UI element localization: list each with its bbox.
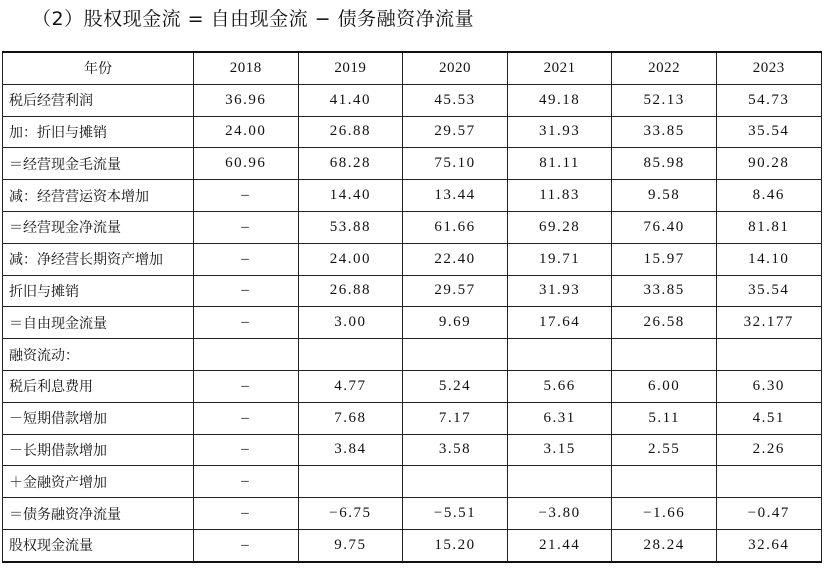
- table-cell: –: [194, 243, 299, 275]
- table-cell: 28.24: [612, 529, 717, 561]
- table-cell: 17.64: [507, 307, 612, 339]
- table-cell: [612, 339, 717, 371]
- table-cell: 26.88: [298, 275, 403, 307]
- header-row: [3, 52, 822, 84]
- table-cell: −5.51: [403, 498, 508, 530]
- table-cell: –: [194, 180, 299, 212]
- row-label: 融资流动：: [3, 339, 194, 371]
- table-cell: 35.54: [716, 275, 821, 307]
- table-cell: 26.58: [612, 307, 717, 339]
- table-cell: 76.40: [612, 211, 717, 243]
- table-cell: –: [194, 466, 299, 498]
- table-cell: −0.47: [716, 498, 821, 530]
- table-cell: 3.84: [298, 434, 403, 466]
- table-cell: [716, 339, 821, 371]
- table-row: [3, 211, 822, 243]
- table-cell: 15.20: [403, 529, 508, 561]
- table-row: [3, 370, 822, 402]
- table-row: [3, 275, 822, 307]
- table-cell: 3.00: [298, 307, 403, 339]
- header-cell-2022: 2022: [612, 52, 717, 84]
- table-cell: [507, 339, 612, 371]
- table-cell: 29.57: [403, 116, 508, 148]
- table-cell: 19.71: [507, 243, 612, 275]
- row-label: ＝自由现金流量: [3, 307, 194, 339]
- table-cell: 15.97: [612, 243, 717, 275]
- header-cell-2018: 2018: [194, 52, 299, 84]
- row-label: 股权现金流量: [3, 529, 194, 561]
- table-row: [3, 434, 822, 466]
- table-cell: 32.64: [716, 529, 821, 561]
- table-cell: [612, 466, 717, 498]
- row-label: ＋金融资产增加: [3, 466, 194, 498]
- table-cell: [507, 466, 612, 498]
- table-cell: 5.66: [507, 370, 612, 402]
- header-cell-2023: 2023: [716, 52, 821, 84]
- table-row: [3, 466, 822, 498]
- table-cell: [298, 339, 403, 371]
- table-cell: 8.46: [716, 180, 821, 212]
- row-label: 税后经营利润: [3, 84, 194, 116]
- table-cell: –: [194, 370, 299, 402]
- table-cell: −3.80: [507, 498, 612, 530]
- table-cell: 2.55: [612, 434, 717, 466]
- table-cell: 81.81: [716, 211, 821, 243]
- table-cell: [403, 339, 508, 371]
- table-cell: 7.68: [298, 402, 403, 434]
- table-cell: 85.98: [612, 148, 717, 180]
- table-row: [3, 498, 822, 530]
- table-cell: –: [194, 498, 299, 530]
- table-row: [3, 402, 822, 434]
- header-cell-year: 年份: [3, 52, 194, 84]
- table-row: [3, 116, 822, 148]
- table-cell: 68.28: [298, 148, 403, 180]
- table-row: [3, 84, 822, 116]
- table-row: [3, 148, 822, 180]
- table-cell: 53.88: [298, 211, 403, 243]
- section-heading: （2）股权现金流 = 自由现金流 − 债务融资净流量: [32, 8, 475, 30]
- row-label: －短期借款增加: [3, 402, 194, 434]
- table-cell: 24.00: [298, 243, 403, 275]
- table-cell: 61.66: [403, 211, 508, 243]
- table-row: [3, 529, 822, 561]
- table-cell: 24.00: [194, 116, 299, 148]
- row-label: －长期借款增加: [3, 434, 194, 466]
- table-cell: –: [194, 211, 299, 243]
- table-cell: 36.96: [194, 84, 299, 116]
- table-cell: 4.77: [298, 370, 403, 402]
- table-cell: 29.57: [403, 275, 508, 307]
- table-cell: 90.28: [716, 148, 821, 180]
- row-label: ＝经营现金净流量: [3, 211, 194, 243]
- table-cell: 35.54: [716, 116, 821, 148]
- table-cell: 31.93: [507, 116, 612, 148]
- table-cell: –: [194, 529, 299, 561]
- table-cell: 41.40: [298, 84, 403, 116]
- table-cell: 11.83: [507, 180, 612, 212]
- table-cell: 9.69: [403, 307, 508, 339]
- table-cell: 7.17: [403, 402, 508, 434]
- row-label: 折旧与摊销: [3, 275, 194, 307]
- table-cell: –: [194, 434, 299, 466]
- table-cell: 5.24: [403, 370, 508, 402]
- table-cell: 33.85: [612, 116, 717, 148]
- header-cell-2019: 2019: [298, 52, 403, 84]
- row-label: ＝债务融资净流量: [3, 498, 194, 530]
- table-cell: 6.30: [716, 370, 821, 402]
- table-cell: 69.28: [507, 211, 612, 243]
- table-cell: 26.88: [298, 116, 403, 148]
- table-cell: –: [194, 307, 299, 339]
- table-cell: [403, 466, 508, 498]
- table-row: [3, 243, 822, 275]
- table-cell: 33.85: [612, 275, 717, 307]
- table-row: [3, 307, 822, 339]
- row-label: 减：经营营运资本增加: [3, 180, 194, 212]
- table-cell: 32.177: [716, 307, 821, 339]
- table-row: [3, 339, 822, 371]
- table-cell: 60.96: [194, 148, 299, 180]
- table-cell: [194, 339, 299, 371]
- table-cell: 5.11: [612, 402, 717, 434]
- table-cell: 45.53: [403, 84, 508, 116]
- table-row: [3, 180, 822, 212]
- row-label: 税后利息费用: [3, 370, 194, 402]
- header-cell-2021: 2021: [507, 52, 612, 84]
- table-cell: 22.40: [403, 243, 508, 275]
- table-cell: 21.44: [507, 529, 612, 561]
- table-cell: 75.10: [403, 148, 508, 180]
- table-cell: 14.40: [298, 180, 403, 212]
- table-cell: 13.44: [403, 180, 508, 212]
- row-label: ＝经营现金毛流量: [3, 148, 194, 180]
- table-cell: [716, 466, 821, 498]
- table-cell: 4.51: [716, 402, 821, 434]
- table-cell: 2.26: [716, 434, 821, 466]
- table-cell: −1.66: [612, 498, 717, 530]
- table-cell: 31.93: [507, 275, 612, 307]
- cash-flow-table: [2, 51, 822, 563]
- table-cell: 49.18: [507, 84, 612, 116]
- table-cell: 9.58: [612, 180, 717, 212]
- table-cell: 6.00: [612, 370, 717, 402]
- table-cell: –: [194, 402, 299, 434]
- table-cell: 3.58: [403, 434, 508, 466]
- table-cell: 9.75: [298, 529, 403, 561]
- table-cell: −6.75: [298, 498, 403, 530]
- header-cell-2020: 2020: [403, 52, 508, 84]
- row-label: 减：净经营长期资产增加: [3, 243, 194, 275]
- table-cell: 54.73: [716, 84, 821, 116]
- table-cell: 81.11: [507, 148, 612, 180]
- table-cell: 6.31: [507, 402, 612, 434]
- table-cell: –: [194, 275, 299, 307]
- table-cell: [298, 466, 403, 498]
- table-cell: 14.10: [716, 243, 821, 275]
- table-cell: 52.13: [612, 84, 717, 116]
- table-cell: 3.15: [507, 434, 612, 466]
- row-label: 加：折旧与摊销: [3, 116, 194, 148]
